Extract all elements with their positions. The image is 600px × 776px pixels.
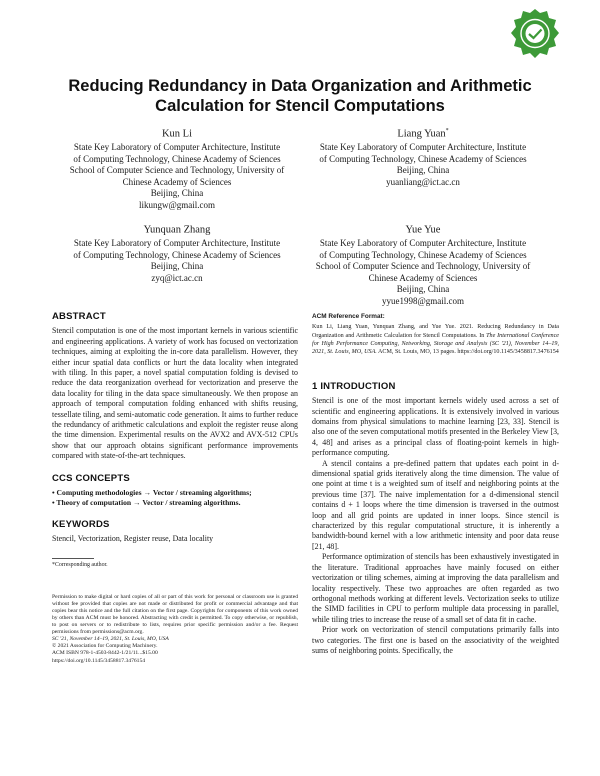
author-affiliation-line: Chinese Academy of Sciences [368, 272, 478, 283]
abstract-heading: ABSTRACT [52, 311, 106, 322]
author-affiliation-line: of Computing Technology, Chinese Academy of Sciences [73, 153, 281, 164]
author-location: Beijing, China [150, 261, 204, 272]
author-block [292, 126, 554, 188]
left-column [52, 312, 298, 665]
author-affiliation-line: of Computing Technology, Chinese Academy of Sciences [319, 153, 527, 164]
author-name: Kun Li [161, 128, 193, 140]
author-email: zyq@ict.ac.cn [151, 272, 203, 283]
author-affiliation-line: State Key Laboratory of Computer Architecture, Institute [73, 142, 281, 153]
corresponding-author-footnote: *Corresponding author. [52, 562, 108, 569]
ccs-concept-item: • Theory of computation → Vector / streaming algorithms. [52, 498, 241, 508]
permission-notice: Permission to make digital or hard copies of all or part of this work for personal or classroom use is granted without fee provided that copies are not made or distributed for profit or commercial advantage and that copies bear this notice and the full citation on the first page. Copyrights for components of this work owned by others than ACM must be honored. Abstracting with credit is permitted. To copy otherwise, or republish, to post on servers or to redistribute to lists, requires prior specific permission and/or a fee. Request permissions from permissions@acm.org. [52, 593, 298, 636]
author-name: Liang Yuan* [397, 128, 449, 140]
right-column [312, 312, 559, 656]
intro-paragraph: Performance optimization of stencils has been exhaustively investigated in the literature. Traditional approaches have mainly focused on either vectorization or tiling schemes, aiming at improving the data parallelism and locality respectively. These two approaches are often regarded as two orthogonal methods working at different levels. Vectorization seeks to utilize the SIMD facilities in CPU to perform multiple data processing in parallel, while tiling tries to increase the reuse of a small set of data fit in cache. [312, 552, 559, 624]
venue-line: SC '21, November 14–19, 2021, St. Louis, MO, USA [52, 636, 169, 643]
author-email: yyue1998@gmail.com [381, 296, 465, 307]
author-affiliation-line: State Key Laboratory of Computer Architecture, Institute [73, 238, 281, 249]
author-block [292, 222, 554, 308]
isbn-line: ACM ISBN 978-1-4503-8442-1/21/11...$15.00 [52, 650, 158, 657]
author-affiliation-line: State Key Laboratory of Computer Architecture, Institute [319, 142, 527, 153]
author-email: likungw@gmail.com [138, 200, 216, 211]
author-name: Yue Yue [405, 224, 441, 236]
artifacts-badge-icon [510, 8, 560, 60]
author-location: Beijing, China [396, 165, 450, 176]
acm-reference-heading: ACM Reference Format: [312, 313, 385, 320]
abstract-text: Stencil computation is one of the most important kernels in various scientific and engineering applications. A variety of work has focused on vectorization techniques, aiming at exploiting the in-core data parallelism. However, they either incur spatial data conflicts or hurt the data locality when integrated with tiling. In this paper, a novel spatial computation folding is devised to reduce the data reorganization overhead for vectorization and preserve the data locality for tiling in the data space simultaneously. We then propose an approach of temporal computation folding enhanced with shifts reusing, tessellate tiling, and semi-automatic code generation. It aims to further reduce the redundancy of arithmetic calculations and exploit the register reuse along the time dimension. Experimental results on the AVX2 and AVX-512 CPUs show that our approach obtains significant performance improvements compared with state-of-the-art techniques. [52, 326, 298, 461]
author-location: Beijing, China [396, 284, 450, 295]
author-location: Beijing, China [150, 188, 204, 199]
author-affiliation-line: of Computing Technology, Chinese Academy of Sciences [319, 249, 527, 260]
intro-paragraph: Prior work on vectorization of stencil computations primarily falls into two categories. The first one is based on the associativity of the weighted sums of neighboring points. Specifically, the [312, 625, 559, 655]
author-block [46, 222, 308, 284]
ccs-heading: CCS CONCEPTS [52, 472, 130, 484]
author-affiliation-line: School of Computer Science and Technology, University of [69, 165, 285, 176]
intro-paragraph: Stencil is one of the most important kernels widely used across a set of scientific and engineering applications. It is extensively involved in various domains from physical simulations to machine learning [23, 33]. Stencil is also one of the seven computational motifs presented in the Berkeley View [3, 4, 48] and arises as a principal class of floating-point kernels in high-performance computing. [312, 396, 559, 458]
author-affiliation-line: of Computing Technology, Chinese Academy of Sciences [73, 249, 281, 260]
author-affiliation-line: State Key Laboratory of Computer Architecture, Institute [319, 238, 527, 249]
acm-reference-text: Kun Li, Liang Yuan, Yunquan Zhang, and Yue Yue. 2021. Reducing Redundancy in Data Organization and Arithmetic Calculation for Stencil Computations. In The International Conference for High Performance Computing, Networking, Storage and Analysis (SC '21), November 14–19, 2021, St. Louis, MO, USA. ACM, St. Louis, MO, 13 pages. https://doi.org/10.1145/3458817.3476154 [312, 324, 559, 355]
intro-paragraph: A stencil contains a pre-defined pattern that updates each point in d-dimensional spatial grids iteratively along the time dimension. The value of one point at time t is a weighted sum of itself and neighboring points at the previous time [37]. The naive implementation for a d-dimensional stencil contains d + 1 loops where the time dimension is traversed in the outmost loop and all grid points are updated in inner loops. Since stencil is characterized by this regular computational structure, it is inherently a bandwidth-bound kernel with a low arithmetic intensity and poor data reuse [21, 48]. [312, 458, 559, 551]
author-name: Yunquan Zhang [143, 224, 211, 236]
doi-link[interactable]: https://doi.org/10.1145/3458817.3476154 [52, 657, 146, 664]
author-affiliation-line: School of Computer Science and Technology, University of [315, 261, 531, 272]
paper-title: Reducing Redundancy in Data Organization and Arithmetic Calculation for Stencil Computations [68, 77, 532, 115]
author-block [46, 126, 308, 212]
author-email: yuanliang@ict.ac.cn [386, 176, 460, 187]
ccs-concept-item: • Computing methodologies → Vector / streaming algorithms; [52, 488, 252, 498]
keywords-text: Stencil, Vectorization, Register reuse, Data locality [52, 533, 214, 543]
footnote-divider [52, 558, 94, 559]
introduction-heading: 1 INTRODUCTION [312, 380, 396, 392]
copyright-line: © 2021 Association for Computing Machinery. [52, 643, 158, 650]
keywords-heading: KEYWORDS [52, 518, 110, 530]
author-affiliation-line: Chinese Academy of Sciences [122, 176, 232, 187]
